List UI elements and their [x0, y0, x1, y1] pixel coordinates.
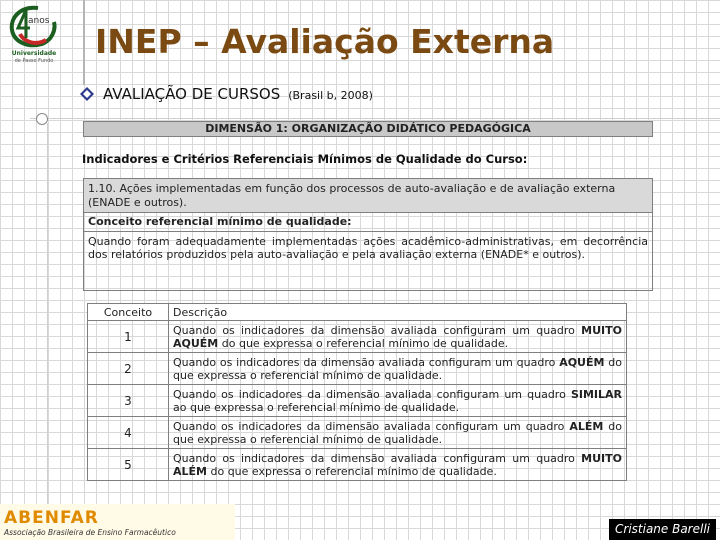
table-row [88, 417, 627, 449]
description-text: do que expressa o referencial mínimo de qualidade. [173, 355, 622, 382]
concept-number: 3 [88, 385, 169, 417]
criteria-box [83, 178, 653, 291]
description-emphasis: ALÉM [569, 419, 604, 433]
concept-number: 4 [88, 417, 169, 449]
abenfar-logo [0, 504, 235, 540]
column-header-descricao: Descrição [169, 304, 627, 321]
concept-description [169, 321, 627, 353]
description-text: Quando os indicadores da dimensão avaliada configuram um quadro [173, 355, 560, 369]
abenfar-wordmark: ABENFAR [4, 508, 99, 528]
indicators-title: Indicadores e Critérios Referenciais Mínimos de Qualidade do Curso: [82, 152, 528, 166]
description-emphasis: MUITO AQUÉM [173, 323, 622, 350]
decorative-vertical-line-lower [47, 123, 48, 540]
concept-text: Quando foram adequadamente implementadas ações acadêmico-administrativas, em decorrência dos relatórios produzidos pela auto-avaliação e pela avaliação externa (ENADE* e outros). [88, 235, 648, 261]
table-header-row [88, 304, 627, 321]
logo-anos-text: anos [28, 16, 50, 26]
description-text: do que expressa o referencial mínimo de qualidade. [206, 464, 497, 478]
concept-description [169, 449, 627, 481]
description-text: Quando os indicadores da dimensão avaliada configuram um quadro [173, 451, 582, 465]
concept-description [169, 385, 627, 417]
description-emphasis: SIMILAR [570, 387, 622, 401]
concept-table [87, 303, 627, 481]
bullet-main-text: AVALIAÇÃO DE CURSOS [103, 85, 281, 103]
concept-number: 5 [88, 449, 169, 481]
slide-title: INEP – Avaliação Externa [95, 22, 555, 61]
description-text: Quando os indicadores da dimensão avaliada configuram um quadro [173, 419, 570, 433]
decorative-horizontal-line [30, 118, 720, 119]
university-logo [2, 2, 66, 64]
table-row [88, 385, 627, 417]
concept-number: 2 [88, 353, 169, 385]
description-text: Quando os indicadores da dimensão avaliada configuram um quadro [173, 387, 571, 401]
concept-title: Conceito referencial mínimo de qualidade: [84, 213, 652, 232]
description-text: do que expressa o referencial mínimo de qualidade. [173, 419, 622, 446]
description-text: do que expressa o referencial mínimo de qualidade. [218, 336, 509, 350]
bullet-line [80, 85, 373, 103]
logo-ring-icon [8, 4, 58, 48]
concept-number: 1 [88, 321, 169, 353]
abenfar-fullname: Associação Brasileira de Ensino Farmacêutico [4, 528, 176, 537]
dimension-header: DIMENSÃO 1: ORGANIZAÇÃO DIDÁTICO PEDAGÓGICA [83, 121, 653, 137]
description-text: Quando os indicadores da dimensão avaliada configuram um quadro [173, 323, 582, 337]
description-text: ao que expressa o referencial mínimo de qualidade. [173, 400, 460, 414]
table-row [88, 449, 627, 481]
bullet-reference: (Brasil b, 2008) [288, 89, 373, 102]
concept-description [169, 353, 627, 385]
concept-description [169, 417, 627, 449]
author-label: Cristiane Barelli [609, 519, 716, 540]
column-header-conceito: Conceito [88, 304, 169, 321]
diamond-bullet-icon [80, 87, 94, 101]
table-row [88, 353, 627, 385]
logo-university-text: Universidade [11, 50, 57, 57]
logo-city-text: de Passo Fundo [14, 58, 54, 64]
table-row [88, 321, 627, 353]
decorative-vertical-line [83, 0, 85, 85]
description-emphasis: MUITO ALÉM [173, 451, 622, 478]
description-emphasis: AQUÉM [559, 355, 605, 369]
item-heading: 1.10. Ações implementadas em função dos processos de auto-avaliação e de avaliação externa (ENADE e outros). [84, 179, 652, 213]
